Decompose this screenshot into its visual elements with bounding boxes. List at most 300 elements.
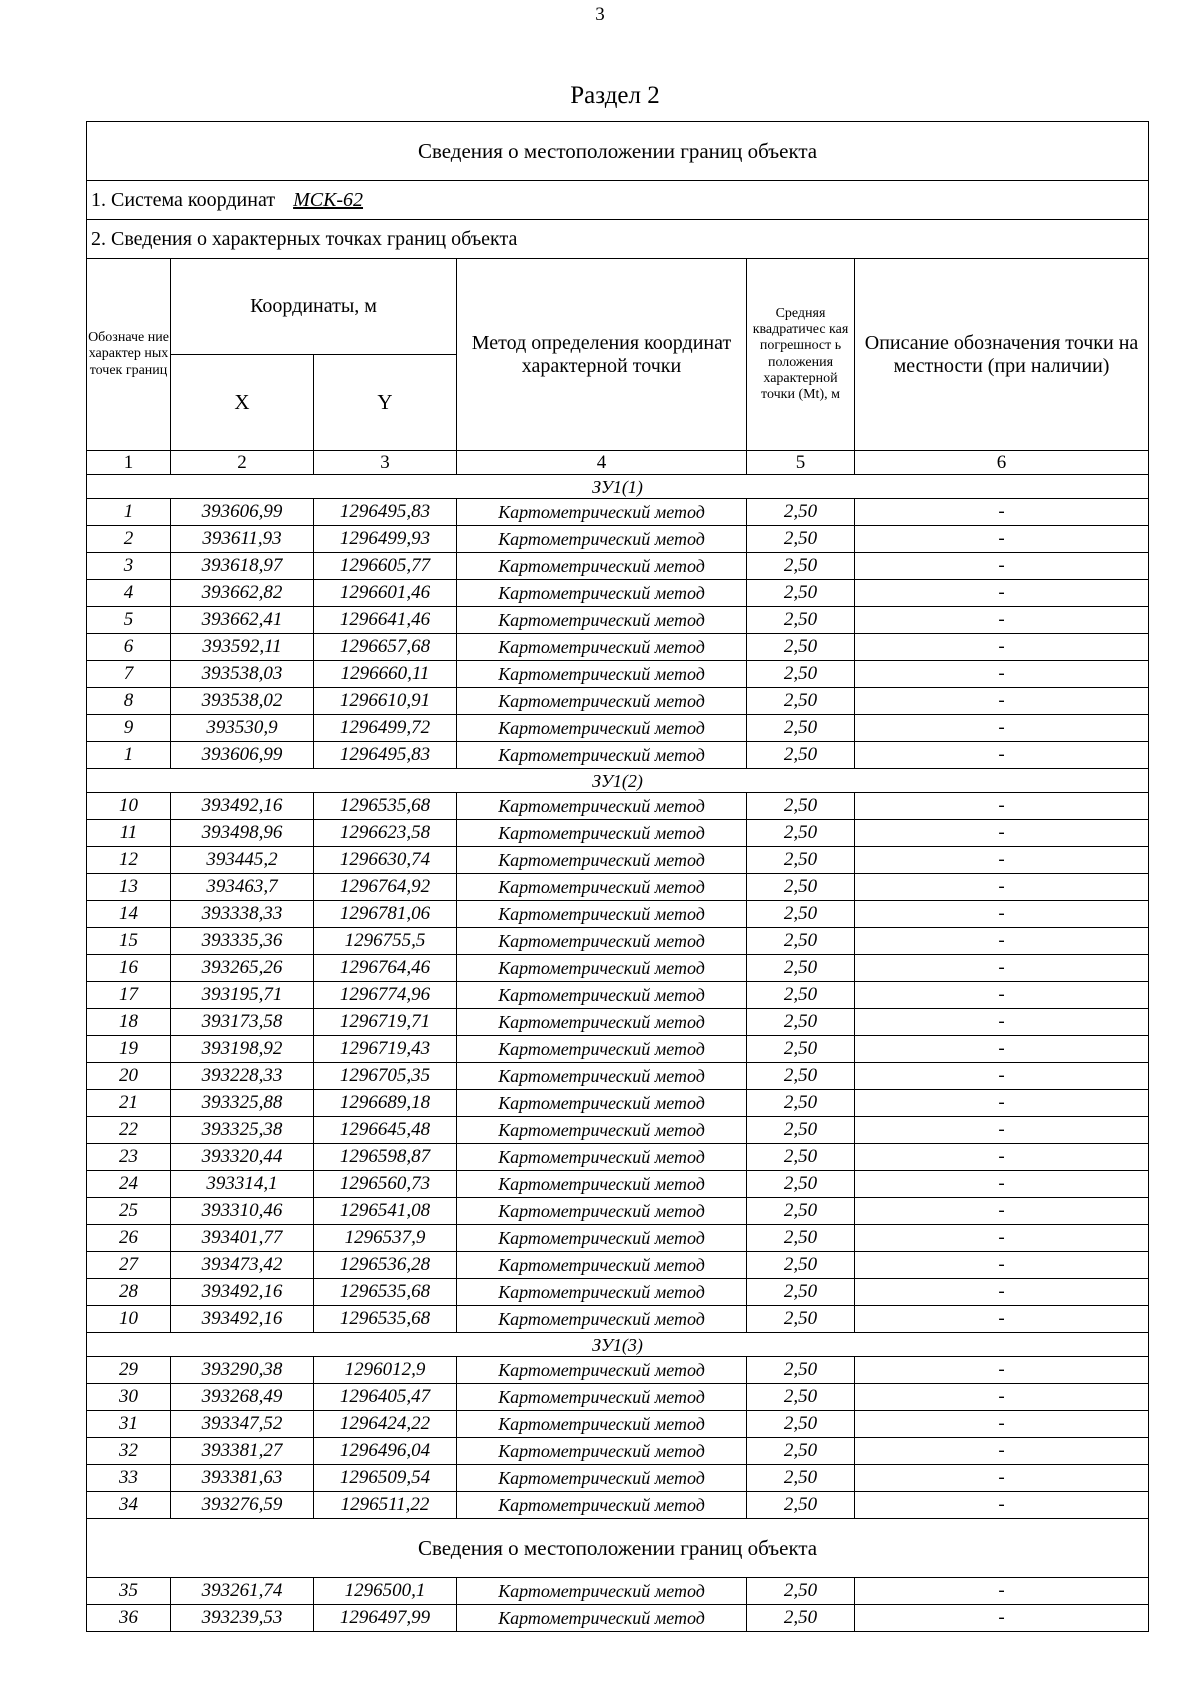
description-cell: - bbox=[855, 1438, 1149, 1465]
y-cell: 1296764,92 bbox=[314, 874, 457, 901]
description-cell: - bbox=[855, 1465, 1149, 1492]
point-id-cell: 17 bbox=[87, 982, 171, 1009]
description-cell: - bbox=[855, 928, 1149, 955]
method-cell: Картометрический метод bbox=[457, 1492, 747, 1519]
description-cell: - bbox=[855, 955, 1149, 982]
method-cell: Картометрический метод bbox=[457, 661, 747, 688]
description-cell: - bbox=[855, 1279, 1149, 1306]
table-row bbox=[87, 1438, 1149, 1465]
x-cell: 393662,82 bbox=[171, 580, 314, 607]
point-id-cell: 29 bbox=[87, 1357, 171, 1384]
point-id-cell: 6 bbox=[87, 634, 171, 661]
y-cell: 1296660,11 bbox=[314, 661, 457, 688]
y-cell: 1296535,68 bbox=[314, 1306, 457, 1333]
rmse-cell: 2,50 bbox=[747, 1605, 855, 1632]
x-cell: 393198,92 bbox=[171, 1036, 314, 1063]
rmse-cell: 2,50 bbox=[747, 1411, 855, 1438]
table-row bbox=[87, 499, 1149, 526]
table-row bbox=[87, 526, 1149, 553]
method-cell: Картометрический метод bbox=[457, 1009, 747, 1036]
table-row bbox=[87, 742, 1149, 769]
point-id-cell: 1 bbox=[87, 499, 171, 526]
y-cell: 1296657,68 bbox=[314, 634, 457, 661]
description-cell: - bbox=[855, 793, 1149, 820]
point-id-cell: 32 bbox=[87, 1438, 171, 1465]
description-cell: - bbox=[855, 661, 1149, 688]
table-row bbox=[87, 1171, 1149, 1198]
method-cell: Картометрический метод bbox=[457, 1578, 747, 1605]
description-cell: - bbox=[855, 982, 1149, 1009]
method-cell: Картометрический метод bbox=[457, 742, 747, 769]
method-cell: Картометрический метод bbox=[457, 1036, 747, 1063]
method-cell: Картометрический метод bbox=[457, 1438, 747, 1465]
points-section-row bbox=[87, 220, 1149, 259]
y-cell: 1296536,28 bbox=[314, 1252, 457, 1279]
rmse-cell: 2,50 bbox=[747, 1117, 855, 1144]
boundary-table bbox=[86, 121, 1149, 1632]
table-row bbox=[87, 874, 1149, 901]
rmse-cell: 2,50 bbox=[747, 1225, 855, 1252]
y-cell: 1296764,46 bbox=[314, 955, 457, 982]
method-cell: Картометрический метод bbox=[457, 847, 747, 874]
y-cell: 1296499,93 bbox=[314, 526, 457, 553]
y-cell: 1296719,71 bbox=[314, 1009, 457, 1036]
point-id-cell: 36 bbox=[87, 1605, 171, 1632]
point-id-cell: 33 bbox=[87, 1465, 171, 1492]
table-row bbox=[87, 1117, 1149, 1144]
continuation-title: Сведения о местоположении границ объекта bbox=[87, 1519, 1149, 1578]
y-cell: 1296495,83 bbox=[314, 742, 457, 769]
rmse-cell: 2,50 bbox=[747, 607, 855, 634]
method-cell: Картометрический метод bbox=[457, 1225, 747, 1252]
x-cell: 393498,96 bbox=[171, 820, 314, 847]
rmse-cell: 2,50 bbox=[747, 1090, 855, 1117]
table-row bbox=[87, 1357, 1149, 1384]
description-cell: - bbox=[855, 499, 1149, 526]
y-cell: 1296641,46 bbox=[314, 607, 457, 634]
method-cell: Картометрический метод bbox=[457, 1605, 747, 1632]
table-row bbox=[87, 1036, 1149, 1063]
point-id-cell: 28 bbox=[87, 1279, 171, 1306]
x-cell: 393381,63 bbox=[171, 1465, 314, 1492]
x-cell: 393445,2 bbox=[171, 847, 314, 874]
y-cell: 1296499,72 bbox=[314, 715, 457, 742]
x-cell: 393606,99 bbox=[171, 499, 314, 526]
description-cell: - bbox=[855, 1144, 1149, 1171]
rmse-cell: 2,50 bbox=[747, 874, 855, 901]
y-cell: 1296509,54 bbox=[314, 1465, 457, 1492]
y-cell: 1296497,99 bbox=[314, 1605, 457, 1632]
table-row bbox=[87, 580, 1149, 607]
y-cell: 1296405,47 bbox=[314, 1384, 457, 1411]
y-cell: 1296645,48 bbox=[314, 1117, 457, 1144]
method-cell: Картометрический метод bbox=[457, 1384, 747, 1411]
group-name: ЗУ1(3) bbox=[87, 1333, 1149, 1357]
table-row bbox=[87, 1090, 1149, 1117]
description-cell: - bbox=[855, 553, 1149, 580]
rmse-cell: 2,50 bbox=[747, 1063, 855, 1090]
method-cell: Картометрический метод bbox=[457, 1306, 747, 1333]
table-row bbox=[87, 688, 1149, 715]
table-row bbox=[87, 955, 1149, 982]
rmse-cell: 2,50 bbox=[747, 820, 855, 847]
method-cell: Картометрический метод bbox=[457, 901, 747, 928]
table-row bbox=[87, 1605, 1149, 1632]
point-id-cell: 10 bbox=[87, 1306, 171, 1333]
description-cell: - bbox=[855, 820, 1149, 847]
description-cell: - bbox=[855, 1171, 1149, 1198]
rmse-cell: 2,50 bbox=[747, 742, 855, 769]
method-cell: Картометрический метод bbox=[457, 1411, 747, 1438]
header-rmse: Средняя квадратичес кая погрешност ь положения характерной точки (Mt), м bbox=[747, 259, 855, 451]
y-cell: 1296598,87 bbox=[314, 1144, 457, 1171]
y-cell: 1296537,9 bbox=[314, 1225, 457, 1252]
y-cell: 1296541,08 bbox=[314, 1198, 457, 1225]
table-row bbox=[87, 1279, 1149, 1306]
y-cell: 1296496,04 bbox=[314, 1438, 457, 1465]
rmse-cell: 2,50 bbox=[747, 928, 855, 955]
table-row bbox=[87, 1198, 1149, 1225]
rmse-cell: 2,50 bbox=[747, 580, 855, 607]
method-cell: Картометрический метод bbox=[457, 1063, 747, 1090]
method-cell: Картометрический метод bbox=[457, 1279, 747, 1306]
x-cell: 393338,33 bbox=[171, 901, 314, 928]
description-cell: - bbox=[855, 1384, 1149, 1411]
description-cell: - bbox=[855, 1225, 1149, 1252]
column-number: 1 bbox=[87, 451, 171, 475]
table-row bbox=[87, 1465, 1149, 1492]
description-cell: - bbox=[855, 580, 1149, 607]
point-id-cell: 19 bbox=[87, 1036, 171, 1063]
x-cell: 393195,71 bbox=[171, 982, 314, 1009]
y-cell: 1296705,35 bbox=[314, 1063, 457, 1090]
y-cell: 1296535,68 bbox=[314, 1279, 457, 1306]
rmse-cell: 2,50 bbox=[747, 1357, 855, 1384]
rmse-cell: 2,50 bbox=[747, 715, 855, 742]
x-cell: 393314,1 bbox=[171, 1171, 314, 1198]
method-cell: Картометрический метод bbox=[457, 820, 747, 847]
point-id-cell: 15 bbox=[87, 928, 171, 955]
method-cell: Картометрический метод bbox=[457, 715, 747, 742]
method-cell: Картометрический метод bbox=[457, 607, 747, 634]
method-cell: Картометрический метод bbox=[457, 1117, 747, 1144]
x-cell: 393492,16 bbox=[171, 1279, 314, 1306]
point-id-cell: 1 bbox=[87, 742, 171, 769]
coordinate-system-label: 1. Система координат bbox=[91, 188, 276, 211]
description-cell: - bbox=[855, 742, 1149, 769]
y-cell: 1296755,5 bbox=[314, 928, 457, 955]
column-number: 2 bbox=[171, 451, 314, 475]
y-cell: 1296500,1 bbox=[314, 1578, 457, 1605]
section-title: Раздел 2 bbox=[570, 82, 660, 109]
point-id-cell: 10 bbox=[87, 793, 171, 820]
table-row bbox=[87, 1492, 1149, 1519]
x-cell: 393228,33 bbox=[171, 1063, 314, 1090]
x-cell: 393265,26 bbox=[171, 955, 314, 982]
y-cell: 1296630,74 bbox=[314, 847, 457, 874]
method-cell: Картометрический метод bbox=[457, 955, 747, 982]
y-cell: 1296535,68 bbox=[314, 793, 457, 820]
x-cell: 393538,03 bbox=[171, 661, 314, 688]
table-row bbox=[87, 661, 1149, 688]
y-cell: 1296610,91 bbox=[314, 688, 457, 715]
points-section-label: 2. Сведения о характерных точках границ объекта bbox=[87, 220, 1149, 259]
x-cell: 393310,46 bbox=[171, 1198, 314, 1225]
method-cell: Картометрический метод bbox=[457, 580, 747, 607]
point-id-cell: 2 bbox=[87, 526, 171, 553]
rmse-cell: 2,50 bbox=[747, 1306, 855, 1333]
method-cell: Картометрический метод bbox=[457, 874, 747, 901]
description-cell: - bbox=[855, 1357, 1149, 1384]
point-id-cell: 24 bbox=[87, 1171, 171, 1198]
x-cell: 393381,27 bbox=[171, 1438, 314, 1465]
table-row bbox=[87, 1063, 1149, 1090]
rmse-cell: 2,50 bbox=[747, 901, 855, 928]
x-cell: 393276,59 bbox=[171, 1492, 314, 1519]
rmse-cell: 2,50 bbox=[747, 499, 855, 526]
coordinate-system-row bbox=[87, 181, 1149, 220]
x-cell: 393401,77 bbox=[171, 1225, 314, 1252]
rmse-cell: 2,50 bbox=[747, 1198, 855, 1225]
point-id-cell: 8 bbox=[87, 688, 171, 715]
method-cell: Картометрический метод bbox=[457, 1090, 747, 1117]
description-cell: - bbox=[855, 715, 1149, 742]
method-cell: Картометрический метод bbox=[457, 793, 747, 820]
table-row bbox=[87, 793, 1149, 820]
x-cell: 393530,9 bbox=[171, 715, 314, 742]
method-cell: Картометрический метод bbox=[457, 1198, 747, 1225]
point-id-cell: 11 bbox=[87, 820, 171, 847]
group-header-row bbox=[87, 769, 1149, 793]
point-id-cell: 31 bbox=[87, 1411, 171, 1438]
point-id-cell: 18 bbox=[87, 1009, 171, 1036]
description-cell: - bbox=[855, 1090, 1149, 1117]
x-cell: 393492,16 bbox=[171, 1306, 314, 1333]
description-cell: - bbox=[855, 607, 1149, 634]
method-cell: Картометрический метод bbox=[457, 688, 747, 715]
rmse-cell: 2,50 bbox=[747, 793, 855, 820]
x-cell: 393463,7 bbox=[171, 874, 314, 901]
method-cell: Картометрический метод bbox=[457, 1357, 747, 1384]
y-cell: 1296511,22 bbox=[314, 1492, 457, 1519]
table-row bbox=[87, 1306, 1149, 1333]
rmse-cell: 2,50 bbox=[747, 553, 855, 580]
column-number: 6 bbox=[855, 451, 1149, 475]
rmse-cell: 2,50 bbox=[747, 1465, 855, 1492]
description-cell: - bbox=[855, 1252, 1149, 1279]
table-row bbox=[87, 607, 1149, 634]
rmse-cell: 2,50 bbox=[747, 634, 855, 661]
column-number: 5 bbox=[747, 451, 855, 475]
y-cell: 1296424,22 bbox=[314, 1411, 457, 1438]
x-cell: 393268,49 bbox=[171, 1384, 314, 1411]
method-cell: Картометрический метод bbox=[457, 553, 747, 580]
description-cell: - bbox=[855, 1578, 1149, 1605]
x-cell: 393325,38 bbox=[171, 1117, 314, 1144]
rmse-cell: 2,50 bbox=[747, 955, 855, 982]
table-row bbox=[87, 1411, 1149, 1438]
x-cell: 393662,41 bbox=[171, 607, 314, 634]
table-row bbox=[87, 1009, 1149, 1036]
x-cell: 393335,36 bbox=[171, 928, 314, 955]
x-cell: 393173,58 bbox=[171, 1009, 314, 1036]
coordinate-system-cell bbox=[87, 181, 1149, 220]
method-cell: Картометрический метод bbox=[457, 1171, 747, 1198]
column-number: 3 bbox=[314, 451, 457, 475]
method-cell: Картометрический метод bbox=[457, 1465, 747, 1492]
method-cell: Картометрический метод bbox=[457, 634, 747, 661]
y-cell: 1296605,77 bbox=[314, 553, 457, 580]
y-cell: 1296719,43 bbox=[314, 1036, 457, 1063]
y-cell: 1296560,73 bbox=[314, 1171, 457, 1198]
rmse-cell: 2,50 bbox=[747, 688, 855, 715]
rmse-cell: 2,50 bbox=[747, 661, 855, 688]
rmse-cell: 2,50 bbox=[747, 1279, 855, 1306]
group-name: ЗУ1(2) bbox=[87, 769, 1149, 793]
rmse-cell: 2,50 bbox=[747, 526, 855, 553]
column-numbers-row bbox=[87, 451, 1149, 475]
table-row bbox=[87, 553, 1149, 580]
point-id-cell: 23 bbox=[87, 1144, 171, 1171]
x-cell: 393239,53 bbox=[171, 1605, 314, 1632]
table-row bbox=[87, 928, 1149, 955]
rmse-cell: 2,50 bbox=[747, 1144, 855, 1171]
x-cell: 393618,97 bbox=[171, 553, 314, 580]
point-id-cell: 3 bbox=[87, 553, 171, 580]
table-row bbox=[87, 1384, 1149, 1411]
description-cell: - bbox=[855, 634, 1149, 661]
x-cell: 393320,44 bbox=[171, 1144, 314, 1171]
description-cell: - bbox=[855, 1063, 1149, 1090]
point-id-cell: 25 bbox=[87, 1198, 171, 1225]
rmse-cell: 2,50 bbox=[747, 1384, 855, 1411]
table-row bbox=[87, 1252, 1149, 1279]
point-id-cell: 20 bbox=[87, 1063, 171, 1090]
method-cell: Картометрический метод bbox=[457, 526, 747, 553]
header-row-1 bbox=[87, 259, 1149, 355]
column-number: 4 bbox=[457, 451, 747, 475]
description-cell: - bbox=[855, 688, 1149, 715]
header-method: Метод определения координат характерной точки bbox=[457, 259, 747, 451]
rmse-cell: 2,50 bbox=[747, 1171, 855, 1198]
point-id-cell: 26 bbox=[87, 1225, 171, 1252]
y-cell: 1296012,9 bbox=[314, 1357, 457, 1384]
y-cell: 1296601,46 bbox=[314, 580, 457, 607]
description-cell: - bbox=[855, 1605, 1149, 1632]
description-cell: - bbox=[855, 1306, 1149, 1333]
point-id-cell: 14 bbox=[87, 901, 171, 928]
description-cell: - bbox=[855, 1117, 1149, 1144]
x-cell: 393606,99 bbox=[171, 742, 314, 769]
group-header-row bbox=[87, 475, 1149, 499]
point-id-cell: 35 bbox=[87, 1578, 171, 1605]
header-description: Описание обозначения точки на местности (при наличии) bbox=[855, 259, 1149, 451]
group-header-row bbox=[87, 1333, 1149, 1357]
description-cell: - bbox=[855, 1411, 1149, 1438]
point-id-cell: 12 bbox=[87, 847, 171, 874]
x-cell: 393538,02 bbox=[171, 688, 314, 715]
header-coordinates: Координаты, м bbox=[171, 259, 457, 355]
table-row bbox=[87, 847, 1149, 874]
point-id-cell: 22 bbox=[87, 1117, 171, 1144]
point-id-cell: 21 bbox=[87, 1090, 171, 1117]
method-cell: Картометрический метод bbox=[457, 982, 747, 1009]
rmse-cell: 2,50 bbox=[747, 1492, 855, 1519]
method-cell: Картометрический метод bbox=[457, 499, 747, 526]
table-row bbox=[87, 820, 1149, 847]
y-cell: 1296774,96 bbox=[314, 982, 457, 1009]
rmse-cell: 2,50 bbox=[747, 1578, 855, 1605]
point-id-cell: 16 bbox=[87, 955, 171, 982]
description-cell: - bbox=[855, 1492, 1149, 1519]
point-id-cell: 30 bbox=[87, 1384, 171, 1411]
method-cell: Картометрический метод bbox=[457, 928, 747, 955]
coordinate-system-value: МСК-62 bbox=[293, 188, 364, 211]
header-x: X bbox=[171, 355, 314, 451]
point-id-cell: 13 bbox=[87, 874, 171, 901]
table-row bbox=[87, 982, 1149, 1009]
y-cell: 1296781,06 bbox=[314, 901, 457, 928]
table-title-row bbox=[87, 122, 1149, 181]
point-id-cell: 9 bbox=[87, 715, 171, 742]
table-row bbox=[87, 634, 1149, 661]
x-cell: 393290,38 bbox=[171, 1357, 314, 1384]
x-cell: 393592,11 bbox=[171, 634, 314, 661]
rmse-cell: 2,50 bbox=[747, 1009, 855, 1036]
y-cell: 1296623,58 bbox=[314, 820, 457, 847]
description-cell: - bbox=[855, 1198, 1149, 1225]
description-cell: - bbox=[855, 526, 1149, 553]
point-id-cell: 7 bbox=[87, 661, 171, 688]
description-cell: - bbox=[855, 847, 1149, 874]
description-cell: - bbox=[855, 1036, 1149, 1063]
description-cell: - bbox=[855, 1009, 1149, 1036]
point-id-cell: 5 bbox=[87, 607, 171, 634]
method-cell: Картометрический метод bbox=[457, 1252, 747, 1279]
x-cell: 393347,52 bbox=[171, 1411, 314, 1438]
y-cell: 1296495,83 bbox=[314, 499, 457, 526]
point-id-cell: 27 bbox=[87, 1252, 171, 1279]
x-cell: 393473,42 bbox=[171, 1252, 314, 1279]
group-name: ЗУ1(1) bbox=[87, 475, 1149, 499]
x-cell: 393325,88 bbox=[171, 1090, 314, 1117]
description-cell: - bbox=[855, 901, 1149, 928]
point-id-cell: 4 bbox=[87, 580, 171, 607]
table-row bbox=[87, 1144, 1149, 1171]
table-row bbox=[87, 1225, 1149, 1252]
method-cell: Картометрический метод bbox=[457, 1144, 747, 1171]
description-cell: - bbox=[855, 874, 1149, 901]
table-title: Сведения о местоположении границ объекта bbox=[87, 122, 1149, 181]
rmse-cell: 2,50 bbox=[747, 847, 855, 874]
point-id-cell: 34 bbox=[87, 1492, 171, 1519]
rmse-cell: 2,50 bbox=[747, 1252, 855, 1279]
y-cell: 1296689,18 bbox=[314, 1090, 457, 1117]
rmse-cell: 2,50 bbox=[747, 1036, 855, 1063]
table-row bbox=[87, 901, 1149, 928]
x-cell: 393611,93 bbox=[171, 526, 314, 553]
table-row bbox=[87, 1578, 1149, 1605]
page-number: 3 bbox=[595, 4, 605, 25]
rmse-cell: 2,50 bbox=[747, 1438, 855, 1465]
header-designation: Обозначе ние характер ных точек границ bbox=[87, 259, 171, 451]
x-cell: 393261,74 bbox=[171, 1578, 314, 1605]
rmse-cell: 2,50 bbox=[747, 982, 855, 1009]
x-cell: 393492,16 bbox=[171, 793, 314, 820]
continuation-title-row bbox=[87, 1519, 1149, 1578]
table-row bbox=[87, 715, 1149, 742]
header-y: Y bbox=[314, 355, 457, 451]
